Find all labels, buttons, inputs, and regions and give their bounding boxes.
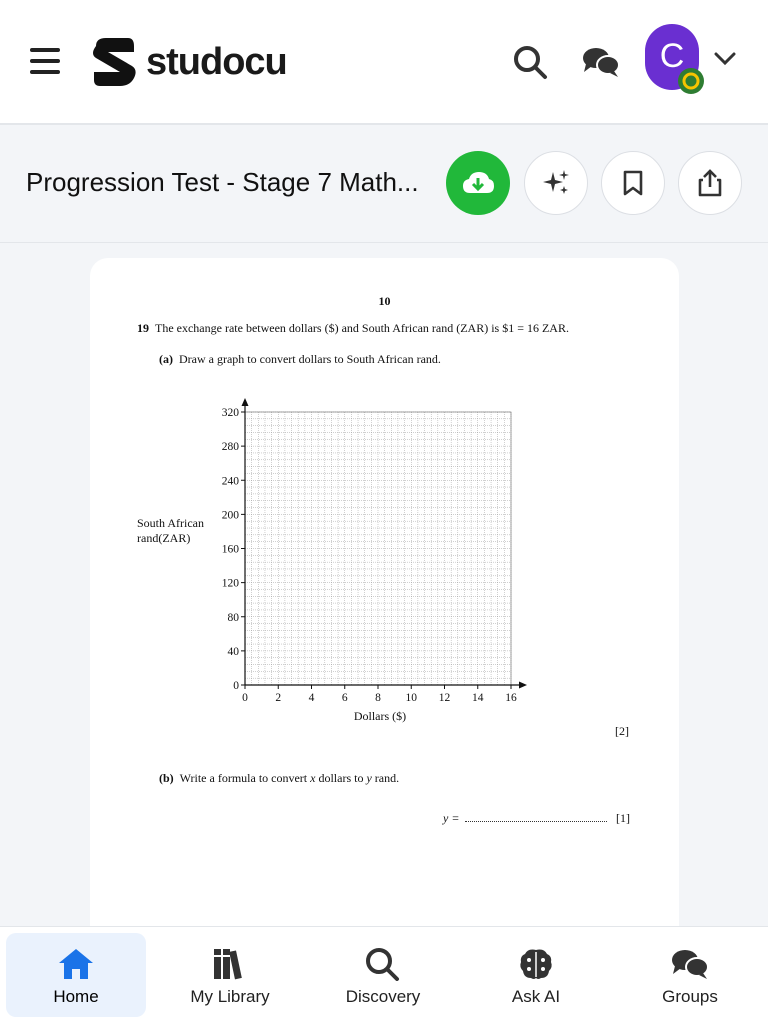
x-tick-label: 10 (405, 692, 417, 704)
home-icon (57, 947, 95, 981)
y-tick-label: 200 (221, 509, 239, 522)
page-number: 10 (378, 294, 391, 308)
part-b-text-2: dollars to (315, 771, 367, 785)
x-tick-label: 6 (341, 692, 348, 704)
y-axis-label: South African rand(ZAR) (137, 516, 204, 545)
part-b-y: y (366, 771, 372, 785)
y-tick-label: 0 (233, 680, 239, 692)
ai-sparkle-button[interactable] (524, 151, 588, 215)
x-tick-label: 2 (275, 692, 282, 704)
part-b-text-1: Write a formula to convert (179, 771, 311, 785)
menu-icon[interactable] (30, 48, 60, 76)
bookmark-button[interactable] (601, 151, 665, 215)
y-tick-label: 120 (221, 577, 239, 590)
nav-ask-ai-label: Ask AI (511, 987, 561, 1006)
nav-home-label: Home (53, 987, 99, 1006)
bookmark-icon (622, 169, 644, 197)
studocu-logo-icon (88, 36, 140, 88)
y-tick-label: 240 (221, 475, 239, 488)
y-tick-label: 160 (221, 543, 239, 556)
nav-my-library[interactable] (160, 933, 300, 1017)
brain-icon (518, 947, 554, 981)
download-button[interactable] (446, 151, 510, 215)
x-tick-label: 12 (438, 692, 451, 704)
answer-blank[interactable] (465, 812, 607, 822)
part-a-text: Draw a graph to convert dollars to South African rand. (179, 352, 441, 366)
share-button[interactable] (678, 151, 742, 215)
question-number: 19 (137, 321, 149, 335)
bottom-navigation (0, 926, 768, 1024)
x-tick-label: 14 (472, 692, 484, 704)
nav-discovery-label: Discovery (345, 987, 421, 1006)
chevron-down-icon[interactable] (714, 52, 736, 66)
part-b-text-3: rand. (371, 771, 400, 785)
cloud-download-icon (461, 169, 495, 197)
logo-text: studocu (146, 40, 287, 83)
nav-my-library-label: My Library (190, 987, 270, 1006)
question-part-b (159, 771, 399, 786)
y-tick-label: 40 (227, 645, 239, 658)
answer-line[interactable] (443, 811, 607, 826)
studocu-logo[interactable] (88, 36, 287, 88)
x-tick-label: 8 (375, 692, 381, 704)
x-tick-label: 4 (308, 692, 315, 704)
document-title: Progression Test - Stage 7 Math... (26, 167, 419, 197)
y-tick-label: 320 (221, 407, 239, 419)
badge-icon (676, 66, 706, 96)
top-bar (0, 0, 768, 125)
document-page (90, 258, 679, 938)
part-a-label: (a) (159, 352, 173, 366)
conversion-graph (90, 258, 679, 728)
y-axis-arrow (242, 398, 249, 406)
nav-discovery[interactable] (313, 933, 453, 1017)
y-tick-label: 280 (221, 441, 239, 454)
nav-ask-ai[interactable] (466, 933, 606, 1017)
x-axis-arrow (519, 682, 527, 689)
x-axis-label: Dollars ($) (353, 709, 407, 723)
chat-icon[interactable] (582, 46, 620, 78)
part-b-marks: [1] (616, 811, 630, 825)
x-tick-label: 16 (505, 692, 517, 704)
nav-groups[interactable] (620, 933, 760, 1017)
share-icon (697, 168, 723, 198)
question-text: The exchange rate between dollars ($) and South African rand (ZAR) is $1 = 16 ZAR. (155, 321, 569, 335)
search-icon (365, 947, 401, 981)
answer-prefix: y = (443, 811, 460, 825)
nav-groups-label: Groups (662, 987, 718, 1006)
sparkle-icon (541, 168, 571, 198)
part-b-x: x (310, 771, 316, 785)
nav-home[interactable] (6, 933, 146, 1017)
avatar[interactable]: C (645, 24, 699, 90)
x-tick-label: 0 (242, 692, 248, 704)
document-title-bar (0, 127, 768, 243)
groups-chat-icon (670, 947, 710, 981)
part-b-label: (b) (159, 771, 174, 785)
library-icon (212, 947, 248, 981)
part-a-marks: [2] (615, 724, 629, 738)
search-icon[interactable] (512, 44, 548, 80)
y-tick-label: 80 (227, 611, 239, 624)
